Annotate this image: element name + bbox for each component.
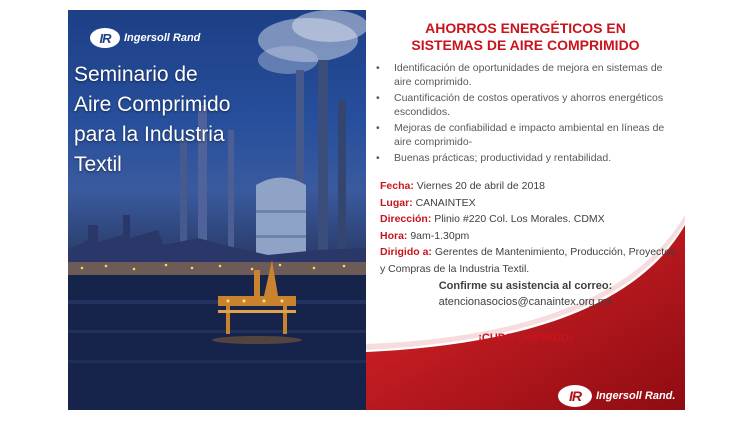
rsvp-prompt: Confirme su asistencia al correo: [438,280,613,292]
topic-list [372,61,677,167]
event-heading [366,20,685,54]
list-item [372,61,677,89]
title-line: para la Industria [74,123,225,146]
detail-place [380,195,680,212]
detail-label: Dirigido a: [380,246,432,258]
bullet-icon: • [376,62,380,74]
detail-value: 9am-1.30pm [410,229,470,242]
detail-date [380,178,680,195]
event-details [380,178,680,277]
detail-time [380,228,680,245]
heading-line: SISTEMAS DE AIRE COMPRIMIDO [411,37,640,53]
brand-name: Ingersoll Rand. [596,390,676,402]
list-item [372,151,677,165]
detail-label: Dirección: [380,213,432,225]
list-item [372,91,677,119]
title-line: Seminario de [74,63,198,86]
bullet-icon: • [376,92,380,104]
detail-label: Fecha: [380,180,414,192]
ir-mark-icon: IR [558,385,592,407]
left-photo-panel [68,10,366,410]
rsvp-email-link[interactable]: atencionasocios@canaintex.org.mx [438,296,613,308]
brand-name: Ingersoll Rand [124,32,201,44]
detail-label: Lugar: [380,196,413,209]
topic-text: Mejoras de confiabilidad e impacto ambiental en líneas de aire comprimido- [394,122,665,148]
detail-audience [380,244,680,277]
topic-text: Cuantificación de costos operativos y ahorros energéticos escondidos. [394,92,664,118]
ingersoll-rand-logo-top [90,28,200,48]
detail-label: Hora: [380,229,408,242]
ingersoll-rand-logo-bottom [558,385,675,407]
seminar-title [74,60,344,180]
bullet-icon: • [376,152,380,164]
seminar-flyer [68,10,685,410]
detail-value: CANAINTEX [415,196,476,209]
detail-address [380,211,680,228]
ir-mark-icon: IR [90,28,120,48]
topic-text: Identificación de oportunidades de mejora en sistemas de aire comprimido. [394,62,663,88]
detail-value: Viernes 20 de abril de 2018 [416,180,546,192]
detail-value: Plinio #220 Col. Los Morales. CDMX [434,213,605,225]
detail-value: Gerentes de Mantenimiento, Producción, Proyectos y Compras de la Industria Textil. [380,246,676,275]
heading-line: AHORROS ENERGÉTICOS EN [425,20,626,36]
title-line: Aire Comprimido [74,93,231,116]
right-info-panel [366,10,685,410]
limited-seats-notice: ¡CUPO LIMITADO! [478,332,573,344]
list-item [372,121,677,149]
bullet-icon: • [376,122,380,134]
topic-text: Buenas prácticas; productividad y rentabilidad. [394,152,612,164]
title-line: Textil [74,153,122,176]
